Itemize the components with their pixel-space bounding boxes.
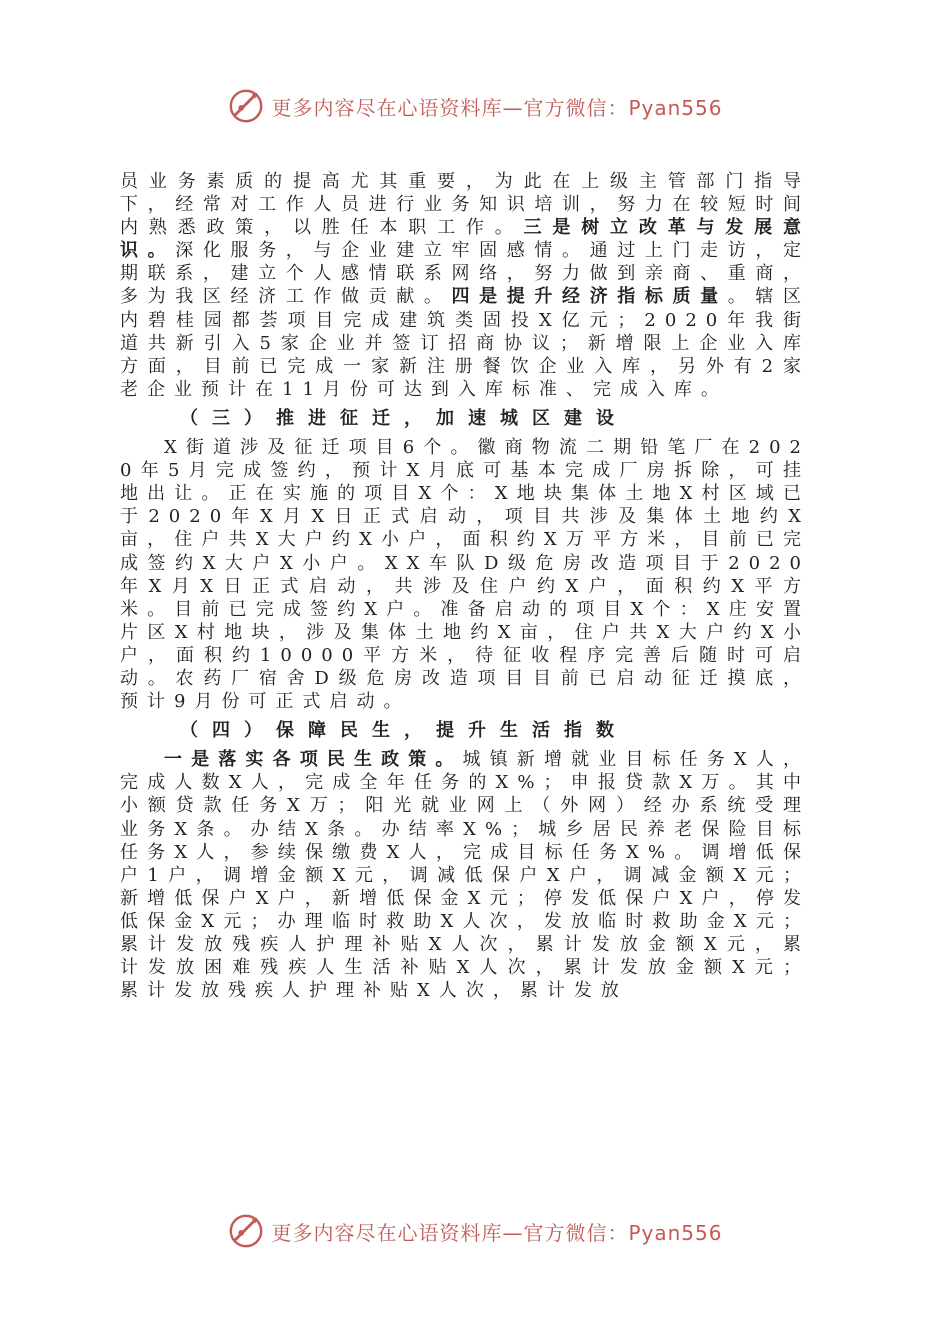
bold-point-policy: 一是落实各项民生政策。: [164, 749, 463, 771]
paragraph-text: 深化服务，与企业建立牢固感情。通过上门走访，定期联系，建立个人感情联系网络，努力做到亲商、重商，多为我区经济工作做贡献。: [120, 240, 810, 308]
paragraph-text: 。辖区内碧桂园都荟项目完成建筑类固投X亿元；2020年我街道共新引入5家企业并签订招商协议；新增限上企业入库方面，目前已完成一家新注册餐饮企业入库，另外有2家老企业预计在11月份可达到入库标准、完成入库。: [120, 286, 810, 400]
section-heading-3: （三）推进征迁，加速城区建设: [180, 407, 628, 429]
header-watermark-banner: [0, 86, 950, 126]
seal-logo-icon: [227, 1212, 265, 1250]
section-heading-4: （四）保障民生，提升生活指数: [180, 720, 628, 742]
paragraph-relocation: X街道涉及征迁项目6个。徽商物流二期铅笔厂在2020年5月完成签约，预计X月底可基本完成厂房拆除，可挂地出让。正在实施的项目X个：X地块集体土地X村区域已于2020年X月X日正式启动，项目共涉及集体土地约X亩，住户共X大户约X小户，面积约X万平方米，目前已完成签约X大户X小户。XX车队D级危房改造项目于2020年X月X日正式启动，共涉及住户约X户，面积约X平方米。目前已完成签约X户。准备启动的项目X个：X庄安置片区X村地块，涉及集体土地约X亩，住户共X大户约X小户，面积约10000平方米，待征收程序完善后随时可启动。农药厂宿舍D级危房改造项目目前已启动征迁摸底，预计9月份可正式启动。: [120, 437, 810, 713]
watermark-text: 更多内容尽在心语资料库—官方微信：Pyan556: [271, 95, 723, 120]
bold-point-economic: 四是提升经济指标质量: [451, 286, 728, 308]
paragraph-text: 城镇新增就业目标任务X人，完成人数X人，完成全年任务的X%；申报贷款X万。其中小额贷款任务X万；阳光就业网上（外网）经办系统受理业务X条。办结X条。办结率X%；城乡居民养老保险目标任务X人，参续保缴费X人，完成目标任务X%。调增低保户1户，调增金额X元，调减低保户X户，调减金额X元；新增低保户X户，新增低保金X元；停发低保户X户，停发低保金X元；办理临时救助X人次，发放临时救助金X元；累计发放残疾人护理补贴X人次，累计发放金额X元，累计发放困难残疾人生活补贴X人次，累计发放金额X元；累计发放残疾人护理补贴X人次，累计发放: [120, 749, 810, 1002]
paragraph-text: 员业务素质的提高尤其重要，为此在上级主管部门指导下，经常对工作人员进行业务知识培训，努力在较短时间内熟悉政策，以胜任本职工作。: [120, 171, 810, 239]
document-body: [120, 170, 810, 1002]
watermark-text: 更多内容尽在心语资料库—官方微信：Pyan556: [271, 1220, 723, 1245]
paragraph-livelihood: [120, 748, 810, 1002]
footer-watermark-banner: [0, 1211, 950, 1251]
paragraph-service-quality: [120, 170, 810, 401]
seal-logo-icon: [227, 87, 265, 125]
bold-point-reform: 三是树立改革与发展意识。: [120, 217, 811, 262]
